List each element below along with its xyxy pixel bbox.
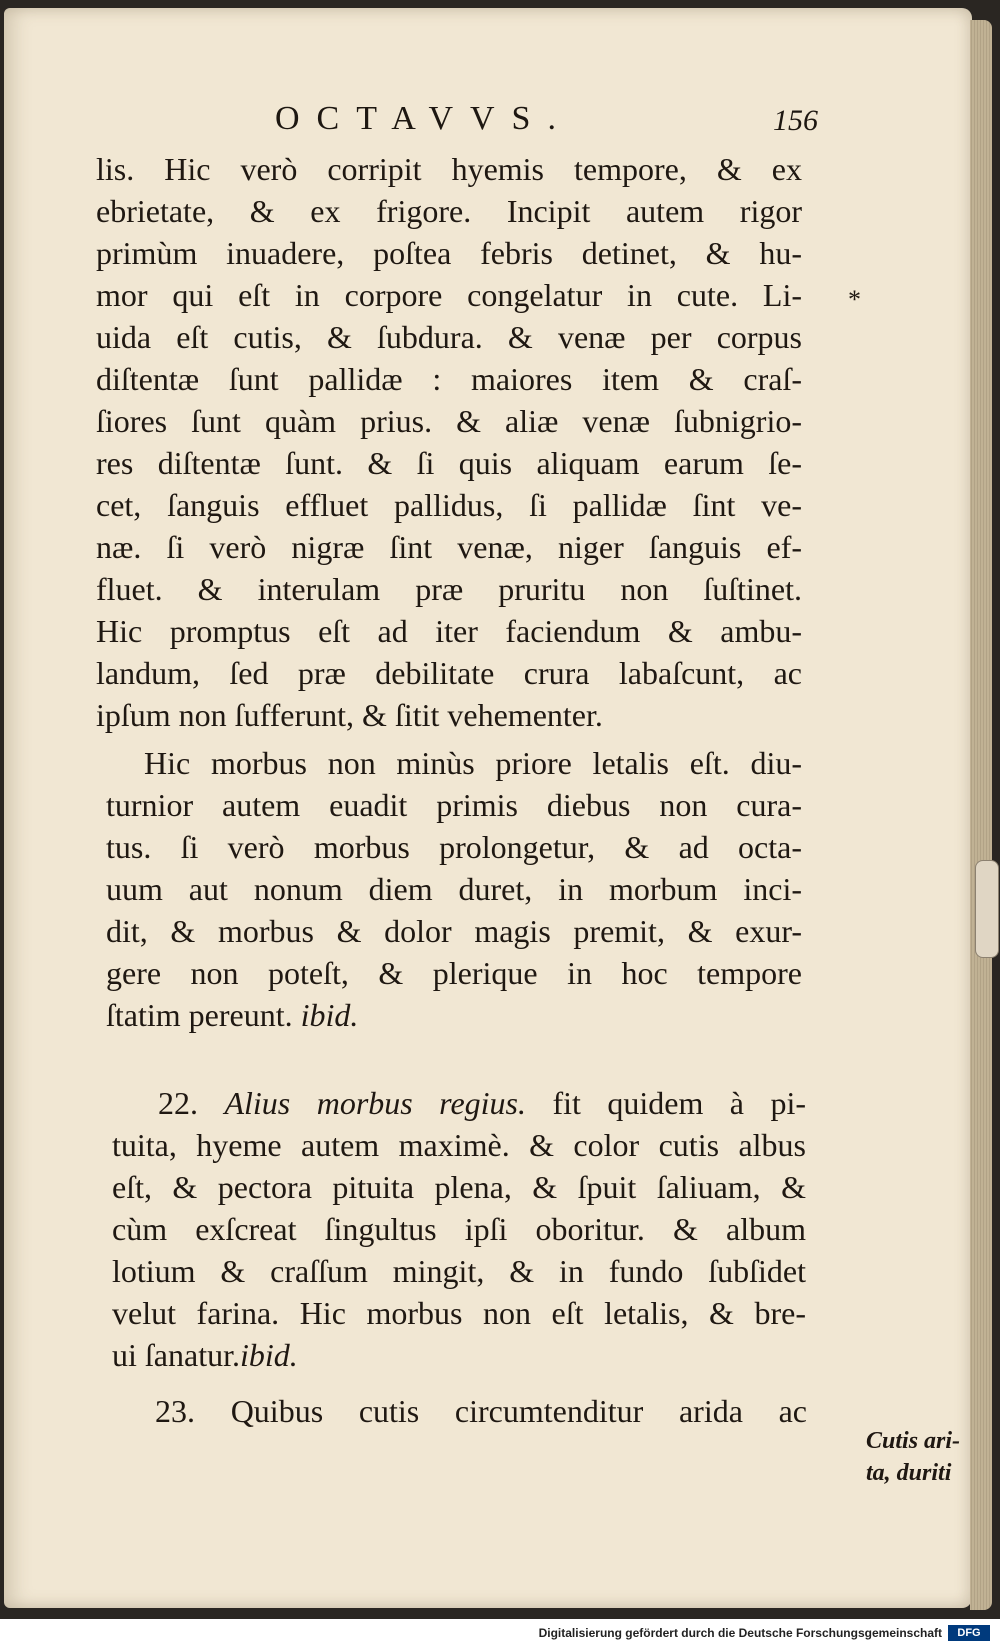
text-line: dit, & morbus & dolor magis premit, & exur-: [106, 913, 802, 949]
section-first-line: [155, 1390, 807, 1432]
digitization-footer: [0, 1619, 1000, 1647]
text-block-2: [106, 742, 802, 1036]
text-line: ipſum non ſufferunt, & ſitit vehementer.: [96, 697, 603, 733]
text-line-content: ſtatim pereunt.: [106, 997, 293, 1033]
section-number: 23.: [155, 1393, 195, 1429]
text-line-content: fit quidem à pi-: [552, 1085, 807, 1121]
marginal-note-line: Cutis ari-: [866, 1428, 961, 1454]
text-line: uida eſt cutis, & ſubdura. & venæ per corpus: [96, 319, 802, 355]
text-line-content: Quibus cutis circumtenditur arida ac: [230, 1393, 808, 1429]
text-line: cùm exſcreat ſingultus ipſi oboritur. & album: [112, 1211, 806, 1247]
section-23: [155, 1390, 807, 1432]
text-block-1: [96, 148, 802, 736]
section-22: [112, 1082, 806, 1376]
text-line: diſtentæ ſunt pallidæ : maiores item & craſ-: [96, 361, 802, 397]
text-line: velut farina. Hic morbus non eſt letalis, & bre-: [112, 1295, 806, 1331]
margin-asterisk: *: [848, 285, 861, 314]
text-line: gere non poteſt, & plerique in hoc tempore: [106, 955, 802, 991]
dfg-logo: DFG: [948, 1625, 990, 1641]
funding-credit: Digitalisierung gefördert durch die Deutsche Forschungsgemeinschaft: [538, 1626, 942, 1640]
text-line: turnior autem euadit primis diebus non cura-: [106, 787, 802, 823]
folio-number: 156: [773, 104, 818, 137]
marginal-note: [866, 1425, 986, 1489]
page-header: [0, 100, 1000, 150]
text-line: res diſtentæ ſunt. & ſi quis aliquam earum ſe-: [96, 445, 802, 481]
reference-ibid: ibid.: [300, 997, 359, 1033]
text-line: primùm inuadere, poſtea febris detinet, & hu-: [96, 235, 802, 271]
text-line: Hic promptus eſt ad iter faciendum & ambu-: [96, 613, 802, 649]
marginal-note-line: ta, duriti: [866, 1460, 952, 1486]
reference-ibid: ibid.: [239, 1337, 298, 1373]
text-line: landum, ſed præ debilitate crura labaſcunt, ac: [96, 655, 802, 691]
running-title: OCTAVVS.: [275, 100, 573, 137]
text-line: lotium & craſſum mingit, & in fundo ſubſidet: [112, 1253, 806, 1289]
section-number: 22.: [158, 1085, 198, 1121]
text-line-content: ui ſanatur.: [112, 1337, 240, 1373]
text-line: mor qui eſt in corpore congelatur in cute. Li-: [96, 277, 802, 313]
text-line: ſiores ſunt quàm prius. & aliæ venæ ſubnigrio-: [96, 403, 802, 439]
text-line: Hic morbus non minùs priore letalis eſt. diu-: [144, 745, 802, 781]
text-line: [112, 1334, 806, 1376]
section-heading: Alius morbus regius.: [224, 1085, 526, 1121]
text-line: ebrietate, & ex frigore. Incipit autem rigor: [96, 193, 802, 229]
text-line: eſt, & pectora pituita plena, & ſpuit ſaliuam, &: [112, 1169, 806, 1205]
text-line: næ. ſi verò nigræ ſint venæ, niger ſanguis ef-: [96, 529, 802, 565]
text-line: tuita, hyeme autem maximè. & color cutis albus: [112, 1127, 806, 1163]
bookmark-tab: [975, 860, 999, 958]
text-line: uum aut nonum diem duret, in morbum inci-: [106, 871, 802, 907]
section-heading-line: [112, 1082, 806, 1124]
text-line: lis. Hic verò corripit hyemis tempore, & ex: [96, 151, 802, 187]
text-line: cet, ſanguis effluet pallidus, ſi pallidæ ſint ve-: [96, 487, 802, 523]
text-line: tus. ſi verò morbus prolongetur, & ad octa-: [106, 829, 802, 865]
text-line: fluet. & interulam præ pruritu non ſuſtinet.: [96, 571, 802, 607]
page-stack-edge: [970, 20, 992, 1610]
text-line: [106, 994, 802, 1036]
